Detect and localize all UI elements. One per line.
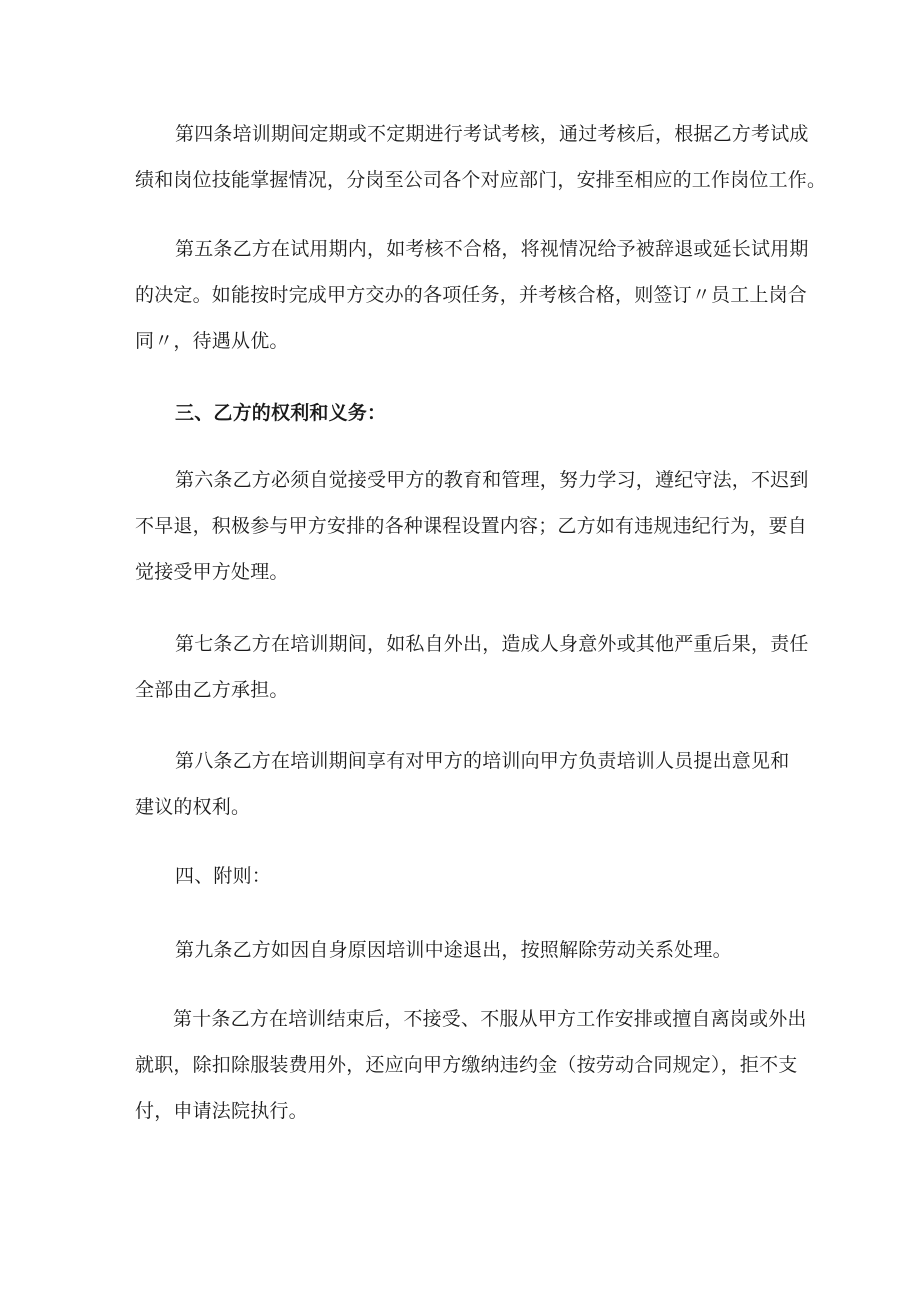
article-5-line-3: 同〃，待遇从优。 xyxy=(135,330,289,352)
article-5-line-2: 的决定。如能按时完成甲方交办的各项任务，并考核合格，则签订〃员工上岗合 xyxy=(135,284,808,306)
article-9-line-1: 第九条乙方如因自身原因培训中途退出，按照解除劳动关系处理。 xyxy=(175,939,732,961)
article-7-line-2: 全部由乙方承担。 xyxy=(135,679,289,701)
article-6-line-3: 觉接受甲方处理。 xyxy=(135,561,289,583)
section-3-heading-text: 三、乙方的权利和义务： xyxy=(175,402,387,424)
article-5-line-1: 第五条乙方在试用期内，如考核不合格，将视情况给予被辞退或延长试用期 xyxy=(175,238,809,260)
article-7-paragraph xyxy=(135,621,809,713)
article-9-paragraph xyxy=(135,927,785,973)
article-10-line-2: 就职，除扣除服装费用外，还应向甲方缴纳违约金（按劳动合同规定），拒不支 xyxy=(135,1054,798,1076)
article-10-line-1: 第十条乙方在培训结束后，不接受、不服从甲方工作安排或擅自离岗或外出 xyxy=(173,1008,807,1030)
article-6-line-1: 第六条乙方必须自觉接受甲方的教育和管理，努力学习，遵纪守法，不迟到 xyxy=(175,469,809,491)
article-4-line-2: 绩和岗位技能掌握情况，分岗至公司各个对应部门，安排至相应的工作岗位工作。 xyxy=(135,169,827,191)
article-7-line-1: 第七条乙方在培训期间，如私自外出，造成人身意外或其他严重后果，责任 xyxy=(175,633,809,655)
article-8-line-1: 第八条乙方在培训期间享有对甲方的培训向甲方负责培训人员提出意见和 xyxy=(175,750,790,772)
section-4-heading xyxy=(135,853,785,899)
article-4-line-1: 第四条培训期间定期或不定期进行考试考核，通过考核后，根据乙方考试成 xyxy=(175,123,809,145)
section-4-heading-text: 四、附则： xyxy=(175,865,272,887)
section-3-heading xyxy=(135,390,785,436)
article-5-paragraph xyxy=(135,226,809,364)
article-6-line-2: 不早退，积极参与甲方安排的各种课程设置内容；乙方如有违规违纪行为，要自 xyxy=(135,515,808,537)
article-8-paragraph xyxy=(135,738,790,830)
article-4-paragraph xyxy=(135,111,827,203)
article-8-line-2: 建议的权利。 xyxy=(135,796,251,818)
article-6-paragraph xyxy=(135,457,809,595)
article-10-paragraph xyxy=(135,996,807,1134)
article-10-line-3: 付，申请法院执行。 xyxy=(135,1100,308,1122)
